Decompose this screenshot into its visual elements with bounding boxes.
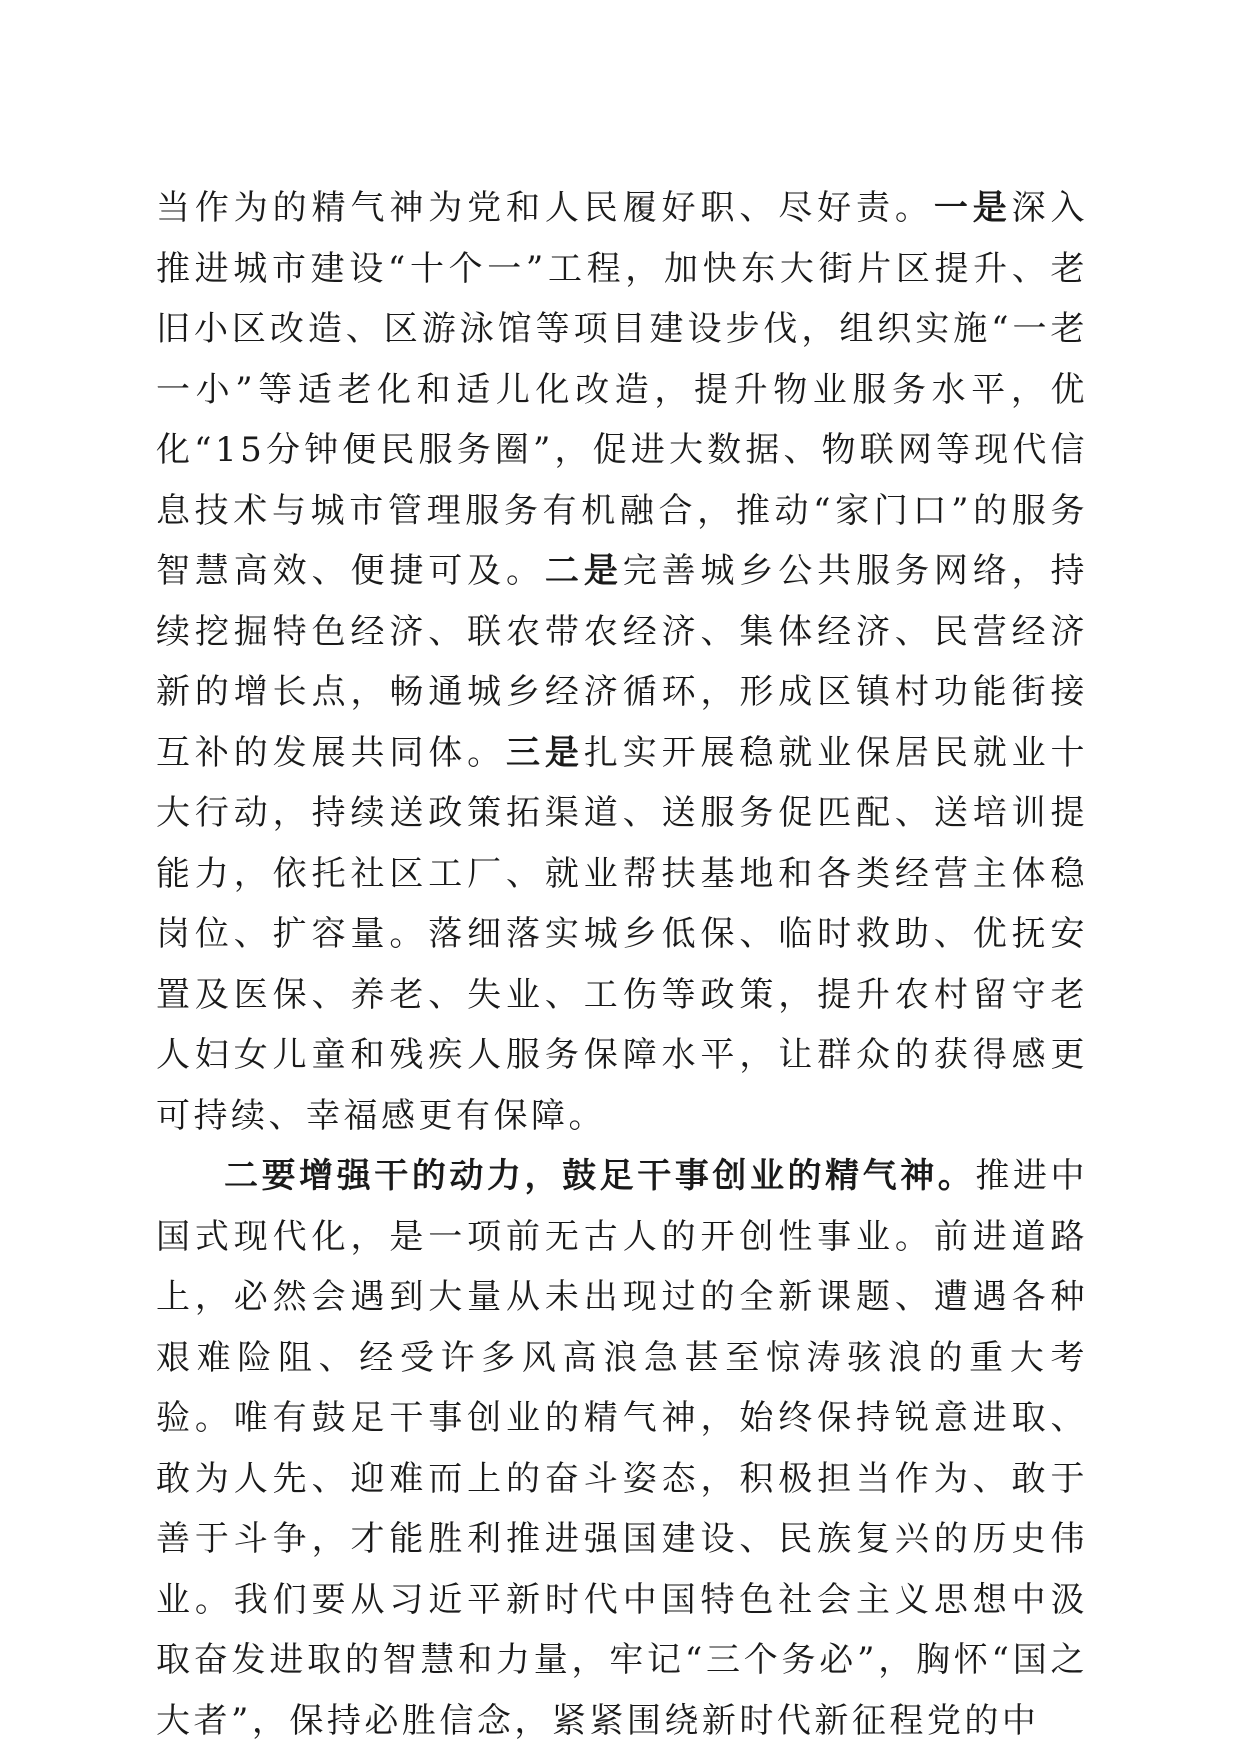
document-page	[156, 178, 1088, 1751]
point-one-label: 一是	[933, 188, 1012, 228]
paragraph-1-text: 当作为的精气神为党和人民履好职、尽好责。	[156, 188, 934, 228]
section-heading: 二要增强干的动力，鼓足干事创业的精气神。	[224, 1156, 976, 1196]
point-three-label: 三是	[506, 732, 584, 773]
point-two-label: 二是	[544, 551, 623, 591]
paragraph-1-text: 完善城乡公共服务网络，持续挖掘特色经济、联农带农经济、集体经济、民营经济新的增长点，畅通城乡经济循环，形成区镇村功能街接互补的发展共同体。	[156, 551, 1089, 773]
paragraph-1-text: 扎实开展稳就业保居民就业十大行动，持续送政策拓渠道、送服务促匹配、送培训提能力，依托社区工厂、就业帮扶基地和各类经营主体稳岗位、扩容量。落细落实城乡低保、临时救助、优抚安置及医保、养老、失业、工伤等政策，提升农村留守老人妇女儿童和残疾人服务保障水平，让群众的获得感更可持续、幸福感更有保障。	[156, 732, 1089, 1136]
paragraph-2	[156, 1146, 1088, 1751]
paragraph-1-text: 深入推进城市建设“十个一”工程，加快东大街片区提升、老旧小区改造、区游泳馆等项目建设步伐，组织实施“一老一小”等适老化和适儿化改造，提升物业服务水平，优化“15分钟便民服务圈”，促进大数据、物联网等现代信息技术与城市管理服务有机融合，推动“家门口”的服务智慧高效、便捷可及。	[156, 188, 1089, 591]
paragraph-2-text: 推进中国式现代化，是一项前无古人的开创性事业。前进道路上，必然会遇到大量从未出现过的全新课题、遭遇各种艰难险阻、经受许多风高浪急甚至惊涛骇浪的重大考验。唯有鼓足干事创业的精气神，始终保持锐意进取、敢为人先、迎难而上的奋斗姿态，积极担当作为、敢于善于斗争，才能胜利推进强国建设、民族复兴的历史伟业。我们要从习近平新时代中国特色社会主义思想中汲取奋发进取的智慧和力量，牢记“三个务必”，胸怀“国之大者”，保持必胜信念，紧紧围绕新时代新征程党的中	[156, 1156, 1089, 1741]
paragraph-1	[156, 178, 1088, 1146]
